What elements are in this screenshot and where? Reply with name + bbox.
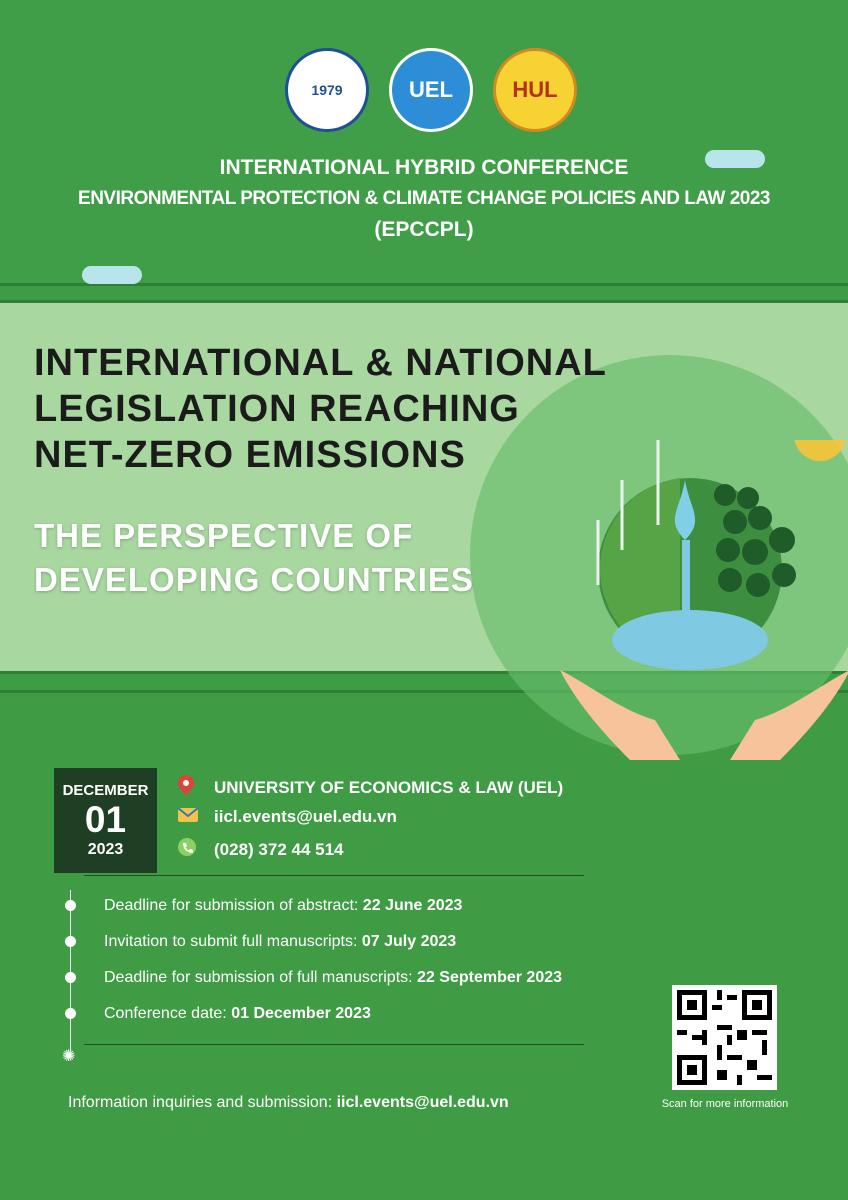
qr-caption: Scan for more information (661, 1098, 789, 1110)
location-row (178, 775, 563, 800)
main-heading (34, 340, 684, 478)
phone-icon (178, 838, 200, 861)
cloud-icon (82, 266, 142, 284)
email-row (178, 807, 397, 827)
contact-divider (84, 875, 584, 876)
envelope-icon (178, 807, 200, 827)
date-year: 2023 (87, 841, 124, 858)
main-heading-line3: NET-ZERO EMISSIONS (34, 434, 466, 476)
hul-logo: HUL (493, 48, 577, 132)
date-box (54, 768, 157, 873)
timeline-dot (65, 900, 76, 911)
sub-heading-line1: THE PERSPECTIVE OF (34, 517, 414, 554)
hanoi-law-university-logo: 1979 (285, 48, 369, 132)
conference-title-line2: ENVIRONMENTAL PROTECTION & CLIMATE CHANGE POLICIES AND LAW 2023 (78, 188, 770, 209)
inquiries-email-link[interactable]: iicl.events@uel.edu.vn (336, 1094, 509, 1111)
deadline-item: Conference date: 01 December 2023 (104, 1005, 371, 1022)
earth-hands-illustration (560, 440, 848, 760)
sub-heading-line2: DEVELOPING COUNTRIES (34, 561, 474, 598)
conference-title-line1: INTERNATIONAL HYBRID CONFERENCE (219, 156, 629, 179)
timeline-end-icon: ✺ (62, 1048, 76, 1065)
phone-row (178, 838, 344, 861)
deadline-item: Deadline for submission of abstract: 22 June 2023 (104, 897, 463, 914)
inquiries-line: Information inquiries and submission: iicl.events@uel.edu.vn (68, 1094, 509, 1111)
location-pin-icon (178, 775, 200, 800)
deadline-item: Deadline for submission of full manuscripts: 22 September 2023 (104, 969, 563, 986)
main-heading-line2: LEGISLATION REACHING (34, 388, 520, 430)
logo-row (285, 48, 577, 132)
date-day: 01 (84, 799, 127, 840)
email-link[interactable]: iicl.events@uel.edu.vn (214, 807, 397, 826)
timeline-dot (65, 1008, 76, 1019)
sub-heading (34, 514, 554, 602)
deadline-item: Invitation to submit full manuscripts: 07 July 2023 (104, 933, 457, 950)
location-text: UNIVERSITY OF ECONOMICS & LAW (UEL) (214, 777, 564, 797)
uel-logo: UEL (389, 48, 473, 132)
qr-code[interactable] (672, 985, 777, 1090)
date-month: DECEMBER (62, 782, 149, 799)
deadline-divider (84, 1044, 584, 1045)
timeline-dot (65, 972, 76, 983)
conference-title (0, 152, 848, 245)
phone-text: (028) 372 44 514 (214, 839, 344, 859)
timeline-dot (65, 936, 76, 947)
main-heading-line1: INTERNATIONAL & NATIONAL (34, 342, 607, 384)
conference-title-line3: (EPCCPL) (374, 218, 474, 241)
timeline-line (70, 890, 71, 1050)
